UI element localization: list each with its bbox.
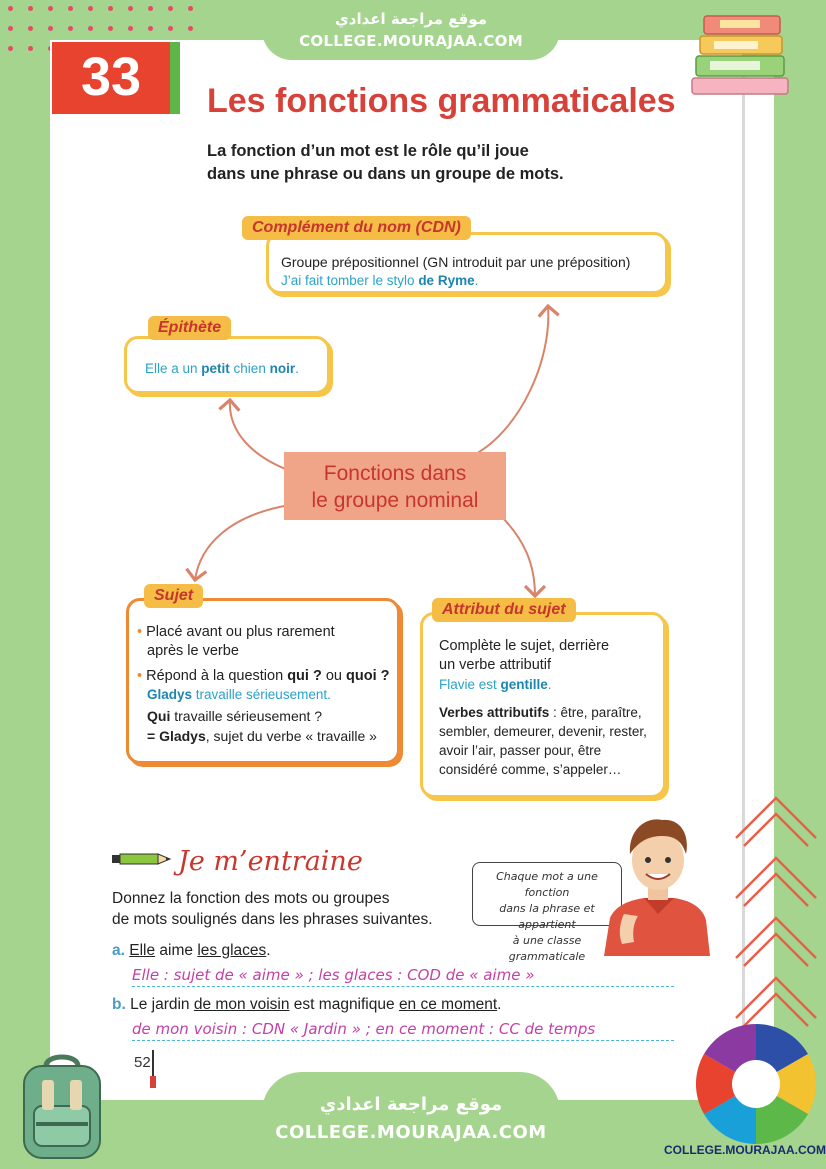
sujet-bullet-1: • Placé avant ou plus rarement après le verbe xyxy=(137,624,335,659)
attribut-definition: Complète le sujet, derrière un verbe attributif xyxy=(439,638,610,673)
sujet-box xyxy=(126,598,400,764)
decorative-dot xyxy=(188,26,193,31)
site-logo-text[interactable]: COLLEGE.MOURAJAA.COM xyxy=(664,1143,826,1157)
epithete-box xyxy=(124,336,330,394)
attribut-verbs: Verbes attributifs : être, paraître, sembler, demeurer, devenir, rester, avoir l’air, passer pour, être considéré comme, s’appeler… xyxy=(439,705,647,777)
exercise-instructions: Donnez la fonction des mots ou groupes de mots soulignés dans les phrases suivantes. xyxy=(112,890,433,928)
decorative-dot xyxy=(8,26,13,31)
decorative-dot xyxy=(128,6,133,11)
decorative-dot xyxy=(148,6,153,11)
site-arabic-name-bottom: موقع مراجعة اعدادي xyxy=(319,1094,503,1115)
attribut-tag: Attribut du sujet xyxy=(432,598,576,622)
decorative-dot xyxy=(28,6,33,11)
boy-illustration xyxy=(600,810,712,956)
decorative-dot xyxy=(148,26,153,31)
cdn-definition: Groupe prépositionnel (GN introduit par une préposition) xyxy=(281,254,631,270)
site-arabic-name: موقع مراجعة اعدادي xyxy=(335,10,487,28)
lesson-intro xyxy=(207,140,564,186)
chevron-decoration-icon xyxy=(730,790,822,1040)
decorative-dot xyxy=(128,26,133,31)
exercise-a-answer[interactable]: Elle : sujet de « aime » ; les glaces : COD de « aime » xyxy=(132,966,674,987)
center-line-2: le groupe nominal xyxy=(311,489,479,512)
decorative-dot xyxy=(108,26,113,31)
chapter-badge-stripe xyxy=(170,42,180,114)
backpack-icon xyxy=(10,1052,114,1164)
speech-bubble: Chaque mot a une fonction dans la phrase et appartient à une classe grammaticale xyxy=(472,862,622,926)
sujet-example: Gladys travaille sérieusement. xyxy=(147,687,331,702)
decorative-dot xyxy=(108,6,113,11)
decorative-dot xyxy=(28,26,33,31)
page-title: Les fonctions grammaticales xyxy=(207,82,676,120)
decorative-dot xyxy=(8,46,13,51)
decorative-dot xyxy=(48,26,53,31)
sujet-tag: Sujet xyxy=(144,584,203,608)
sujet-answer: = Gladys, sujet du verbe « travaille » xyxy=(147,728,377,744)
exercise-b-sentence: b. Le jardin de mon voisin est magnifique en ce moment. xyxy=(112,996,502,1013)
center-line-1: Fonctions dans xyxy=(323,462,467,485)
site-banner-top[interactable] xyxy=(262,0,560,60)
site-banner-bottom[interactable] xyxy=(262,1072,560,1169)
site-url-bottom[interactable]: COLLEGE.MOURAJAA.COM xyxy=(275,1122,547,1143)
decorative-dot xyxy=(88,6,93,11)
cdn-box xyxy=(266,232,668,294)
epithete-example: Elle a un petit chien noir. xyxy=(145,361,299,376)
exercise-b-answer[interactable]: de mon voisin : CDN « Jardin » ; en ce moment : CC de temps xyxy=(132,1020,674,1041)
mindmap-center-node xyxy=(284,452,506,520)
cdn-tag: Complément du nom (CDN) xyxy=(242,216,471,240)
site-url[interactable]: COLLEGE.MOURAJAA.COM xyxy=(299,32,523,50)
sujet-question: Qui travaille sérieusement ? xyxy=(147,708,323,724)
sujet-bullet-2: • Répond à la question qui ? ou quoi ? xyxy=(137,668,390,684)
pencil-icon xyxy=(112,852,172,866)
decorative-dot xyxy=(68,26,73,31)
exercise-a-sentence: a. Elle aime les glaces. xyxy=(112,942,271,959)
decorative-dot xyxy=(188,6,193,11)
decorative-dot xyxy=(48,6,53,11)
intro-line-2: dans une phrase ou dans un groupe de mots. xyxy=(207,165,564,183)
decorative-dot xyxy=(8,6,13,11)
decorative-dot xyxy=(68,6,73,11)
attribut-example: Flavie est gentille. xyxy=(439,677,552,692)
decorative-dot xyxy=(168,26,173,31)
attribut-box xyxy=(420,612,666,798)
epithete-tag: Épithète xyxy=(148,316,231,340)
exercise-heading: Je m’entraine xyxy=(178,846,363,877)
intro-line-1: La fonction d’un mot est le rôle qu’il joue xyxy=(207,142,529,160)
page-number: 52 xyxy=(134,1054,151,1071)
cdn-example: J’ai fait tomber le stylo de Ryme. xyxy=(281,273,479,288)
page-number-marker xyxy=(150,1076,156,1088)
chapter-number: 33 xyxy=(80,47,142,107)
books-icon xyxy=(690,8,810,98)
decorative-dot xyxy=(168,6,173,11)
decorative-dot xyxy=(88,26,93,31)
site-logo-icon[interactable] xyxy=(694,1022,818,1146)
decorative-dot xyxy=(28,46,33,51)
